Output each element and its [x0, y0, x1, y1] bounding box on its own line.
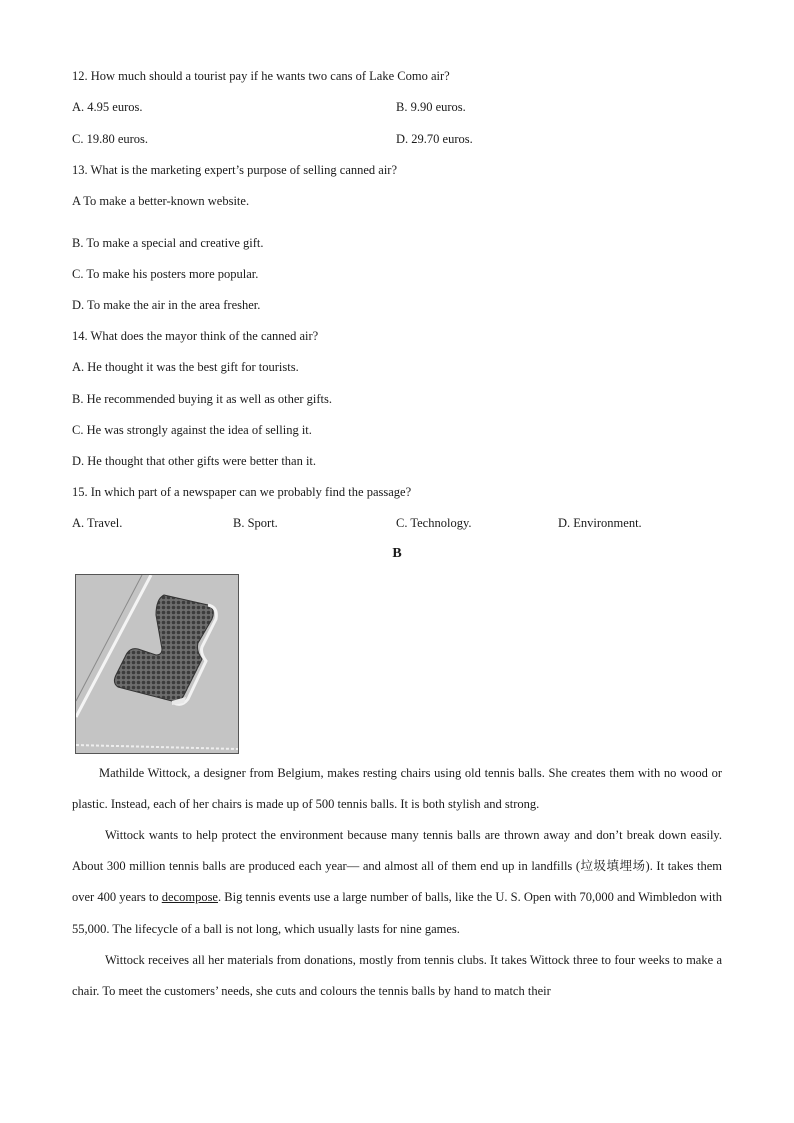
passage-paragraph-3-text: Wittock receives all her materials from donations, mostly from tennis clubs. It takes Wittock three to four weeks to make a chair. To meet the customers’ needs, she cuts and colours the tennis balls by hand to match their — [72, 953, 722, 999]
question-12-option-c: C. 19.80 euros. — [72, 132, 149, 146]
question-15-option-b: B. Sport. — [233, 516, 278, 530]
question-14-stem: 14. What does the mayor think of the canned air? — [72, 329, 319, 343]
passage-paragraph-2 — [72, 820, 722, 945]
question-15-option-c: C. Technology. — [396, 516, 472, 530]
question-14-option-b: B. He recommended buying it as well as other gifts. — [72, 392, 333, 406]
question-14-option-a: A. He thought it was the best gift for tourists. — [72, 360, 299, 374]
passage-paragraph-3 — [72, 945, 722, 1007]
question-13-option-d: D. To make the air in the area fresher. — [72, 298, 261, 312]
question-15-option-a: A. Travel. — [72, 516, 123, 530]
question-12-option-b: B. 9.90 euros. — [396, 100, 466, 114]
question-14-option-d: D. He thought that other gifts were better than it. — [72, 454, 317, 468]
question-12-stem: 12. How much should a tourist pay if he wants two cans of Lake Como air? — [72, 69, 450, 83]
question-13-option-a: A To make a better-known website. — [72, 194, 250, 208]
question-13-option-b: B. To make a special and creative gift. — [72, 236, 264, 250]
question-15-option-d: D. Environment. — [558, 516, 642, 530]
passage-paragraph-2-text-after: . Big tennis events use a large number of balls, like the U. S. Open with 70,000 and Wimbledon with 55,000. The lifecycle of a ball is not long, which usually lasts for nine games. — [72, 890, 722, 936]
passage-paragraph-1 — [72, 758, 722, 820]
question-12-option-d: D. 29.70 euros. — [396, 132, 473, 146]
question-13-stem: 13. What is the marketing expert’s purpose of selling canned air? — [72, 163, 398, 177]
question-13-option-c: C. To make his posters more popular. — [72, 267, 259, 281]
section-heading: B — [392, 546, 402, 561]
passage-paragraph-2-text-before: Wittock wants to help protect the environment because many tennis balls are thrown away and don’t break down easily. About 300 million tennis balls are produced each year— and almost all of them end up in landfills (垃圾填埋场). It takes them over 400 years to — [72, 828, 722, 905]
passage-paragraph-1-text: Mathilde Wittock, a designer from Belgium, makes resting chairs using old tennis balls. She creates them with no wood or plastic. Instead, each of her chairs is made up of 500 tennis balls. It is both stylish and strong. — [72, 766, 722, 812]
question-15-stem: 15. In which part of a newspaper can we probably find the passage? — [72, 485, 412, 499]
chair-photo — [75, 574, 239, 754]
question-14-option-c: C. He was strongly against the idea of selling it. — [72, 423, 312, 437]
underlined-word: decompose — [161, 890, 218, 905]
question-12-option-a: A. 4.95 euros. — [72, 100, 143, 114]
